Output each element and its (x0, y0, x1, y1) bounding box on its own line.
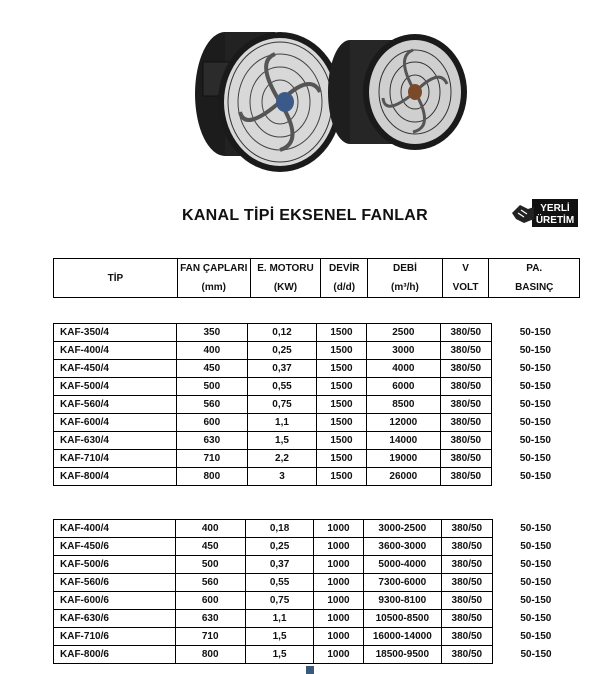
table-row (54, 610, 580, 628)
table-row (54, 574, 580, 592)
cell-fan: 400 (175, 520, 245, 538)
cell-devir: 1000 (314, 538, 363, 556)
cell-volt: 380/50 (442, 610, 492, 628)
cell-devir: 1500 (317, 414, 366, 432)
cell-basinc: 50-150 (519, 381, 551, 392)
cell-tip: KAF-500/4 (54, 378, 177, 396)
cell-basinc: 50-150 (519, 453, 551, 464)
cell-fan: 350 (176, 324, 247, 342)
cell-fan: 710 (175, 628, 245, 646)
header-motor-line1: E. MOTORU (257, 263, 314, 274)
header-basinc (489, 259, 580, 298)
group-1500-table (53, 323, 580, 486)
cell-devir: 1000 (314, 628, 363, 646)
cell-motor: 1,5 (247, 432, 317, 450)
header-debi-line1: DEBİ (392, 263, 417, 274)
cell-fan: 450 (175, 538, 245, 556)
table-row (54, 360, 580, 378)
cell-basinc: 50-150 (519, 399, 551, 410)
cell-motor: 0,25 (245, 538, 314, 556)
table-row (54, 432, 580, 450)
cell-motor: 0,75 (245, 592, 314, 610)
cell-debi: 19000 (366, 450, 440, 468)
cell-basinc: 50-150 (520, 523, 552, 534)
cell-motor: 0,37 (245, 556, 314, 574)
cell-fan: 630 (176, 432, 247, 450)
header-debi (368, 259, 443, 298)
cell-basinc: 50-150 (520, 559, 552, 570)
cell-volt: 380/50 (440, 468, 491, 486)
cell-volt: 380/50 (442, 556, 492, 574)
cell-motor: 2,2 (247, 450, 317, 468)
cell-fan: 560 (176, 396, 247, 414)
cell-devir: 1500 (317, 432, 366, 450)
table-row (54, 646, 580, 664)
cell-volt: 380/50 (440, 360, 491, 378)
cell-volt: 380/50 (440, 324, 491, 342)
cell-tip: KAF-800/6 (54, 646, 176, 664)
cell-debi: 3000 (366, 342, 440, 360)
cell-fan: 600 (176, 414, 247, 432)
cell-devir: 1500 (317, 396, 366, 414)
cell-devir: 1000 (314, 610, 363, 628)
table-row (54, 628, 580, 646)
cell-devir: 1000 (314, 592, 363, 610)
cell-volt: 380/50 (440, 378, 491, 396)
header-debi-line2: (m³/h) (391, 282, 419, 293)
cell-tip: KAF-600/6 (54, 592, 176, 610)
cell-motor: 0,55 (247, 378, 317, 396)
cell-volt: 380/50 (440, 450, 491, 468)
header-devir-line2: (d/d) (333, 282, 356, 293)
cell-devir: 1500 (317, 360, 366, 378)
cell-volt: 380/50 (440, 432, 491, 450)
cell-debi: 12000 (366, 414, 440, 432)
header-volt-line2: VOLT (452, 282, 479, 293)
badge-line1: YERLİ (540, 203, 570, 214)
header-fan-line1: FAN ÇAPLARI (180, 263, 248, 274)
cell-fan: 710 (176, 450, 247, 468)
cell-basinc: 50-150 (519, 327, 551, 338)
cell-tip: KAF-500/6 (54, 556, 176, 574)
cell-tip: KAF-350/4 (54, 324, 177, 342)
cell-fan: 500 (175, 556, 245, 574)
cell-basinc: 50-150 (520, 631, 552, 642)
cell-devir: 1000 (314, 556, 363, 574)
cell-basinc: 50-150 (519, 363, 551, 374)
cell-tip: KAF-630/6 (54, 610, 176, 628)
cell-motor: 0,55 (245, 574, 314, 592)
header-motor-line2: (KW) (273, 282, 298, 293)
header-devir-line1: DEVİR (328, 263, 360, 274)
cell-motor: 1,1 (247, 414, 317, 432)
cell-tip: KAF-400/4 (54, 342, 177, 360)
cell-debi: 3600-3000 (363, 538, 442, 556)
cell-fan: 500 (176, 378, 247, 396)
cell-motor: 1,5 (245, 628, 314, 646)
cell-basinc: 50-150 (520, 595, 552, 606)
page-marker (306, 666, 314, 674)
header-devir (321, 259, 368, 298)
cell-motor: 3 (247, 468, 317, 486)
cell-debi: 14000 (366, 432, 440, 450)
cell-tip: KAF-400/4 (54, 520, 176, 538)
cell-tip: KAF-710/6 (54, 628, 176, 646)
cell-devir: 1500 (317, 378, 366, 396)
cell-devir: 1000 (314, 574, 363, 592)
cell-debi: 2500 (366, 324, 440, 342)
cell-volt: 380/50 (442, 592, 492, 610)
table-row (54, 592, 580, 610)
cell-volt: 380/50 (442, 538, 492, 556)
cell-volt: 380/50 (442, 646, 492, 664)
cell-volt: 380/50 (442, 520, 492, 538)
cell-basinc: 50-150 (519, 345, 551, 356)
cell-fan: 400 (176, 342, 247, 360)
cell-volt: 380/50 (440, 414, 491, 432)
cell-devir: 1000 (314, 646, 363, 664)
table-row (54, 450, 580, 468)
cell-devir: 1500 (317, 324, 366, 342)
cell-motor: 0,37 (247, 360, 317, 378)
header-volt-line1: V (462, 263, 469, 274)
table-row (54, 378, 580, 396)
cell-basinc: 50-150 (519, 435, 551, 446)
cell-volt: 380/50 (440, 396, 491, 414)
header-volt (442, 259, 489, 298)
handshake-icon (512, 205, 534, 223)
table-row (54, 396, 580, 414)
table-row (54, 520, 580, 538)
cell-debi: 7300-6000 (363, 574, 442, 592)
axial-fans-product-image (185, 22, 475, 182)
cell-devir: 1500 (317, 342, 366, 360)
table-row (54, 414, 580, 432)
cell-fan: 450 (176, 360, 247, 378)
cell-tip: KAF-560/6 (54, 574, 176, 592)
cell-motor: 0,25 (247, 342, 317, 360)
page-title: KANAL TİPİ EKSENEL FANLAR (181, 207, 429, 224)
cell-motor: 0,75 (247, 396, 317, 414)
cell-basinc: 50-150 (519, 417, 551, 428)
cell-debi: 6000 (366, 378, 440, 396)
cell-basinc: 50-150 (520, 541, 552, 552)
cell-volt: 380/50 (442, 628, 492, 646)
table-row (54, 324, 580, 342)
cell-basinc: 50-150 (520, 649, 552, 660)
cell-fan: 600 (175, 592, 245, 610)
cell-tip: KAF-710/4 (54, 450, 177, 468)
table-row (54, 342, 580, 360)
cell-debi: 4000 (366, 360, 440, 378)
cell-basinc: 50-150 (520, 577, 552, 588)
cell-debi: 10500-8500 (363, 610, 442, 628)
cell-basinc: 50-150 (520, 613, 552, 624)
header-fan (177, 259, 250, 298)
cell-motor: 0,18 (245, 520, 314, 538)
badge-line2: ÜRETİM (535, 215, 575, 226)
header-fan-line2: (mm) (201, 282, 226, 293)
yerli-uretim-badge (510, 197, 580, 229)
cell-devir: 1500 (317, 450, 366, 468)
cell-tip: KAF-450/6 (54, 538, 176, 556)
header-table (53, 258, 580, 298)
cell-tip: KAF-630/4 (54, 432, 177, 450)
cell-debi: 26000 (366, 468, 440, 486)
cell-debi: 9300-8100 (363, 592, 442, 610)
table-row (54, 556, 580, 574)
cell-debi: 5000-4000 (363, 556, 442, 574)
cell-fan: 630 (175, 610, 245, 628)
table-row (54, 538, 580, 556)
cell-motor: 1,1 (245, 610, 314, 628)
header-motor (250, 259, 321, 298)
cell-debi: 18500-9500 (363, 646, 442, 664)
header-basinc-line1: PA. (526, 263, 543, 274)
group-1000-table (53, 519, 580, 664)
cell-fan: 800 (176, 468, 247, 486)
header-basinc-line2: BASINÇ (515, 282, 554, 293)
cell-motor: 0,12 (247, 324, 317, 342)
cell-debi: 8500 (366, 396, 440, 414)
cell-volt: 380/50 (440, 342, 491, 360)
header-tip: TİP (54, 259, 178, 298)
cell-tip: KAF-450/4 (54, 360, 177, 378)
cell-debi: 16000-14000 (363, 628, 442, 646)
cell-debi: 3000-2500 (363, 520, 442, 538)
cell-tip: KAF-560/4 (54, 396, 177, 414)
cell-motor: 1,5 (245, 646, 314, 664)
table-row (54, 468, 580, 486)
cell-basinc: 50-150 (520, 471, 552, 482)
cell-volt: 380/50 (442, 574, 492, 592)
cell-tip: KAF-800/4 (54, 468, 177, 486)
cell-devir: 1500 (317, 468, 366, 486)
cell-fan: 560 (175, 574, 245, 592)
cell-tip: KAF-600/4 (54, 414, 177, 432)
cell-fan: 800 (175, 646, 245, 664)
cell-devir: 1000 (314, 520, 363, 538)
